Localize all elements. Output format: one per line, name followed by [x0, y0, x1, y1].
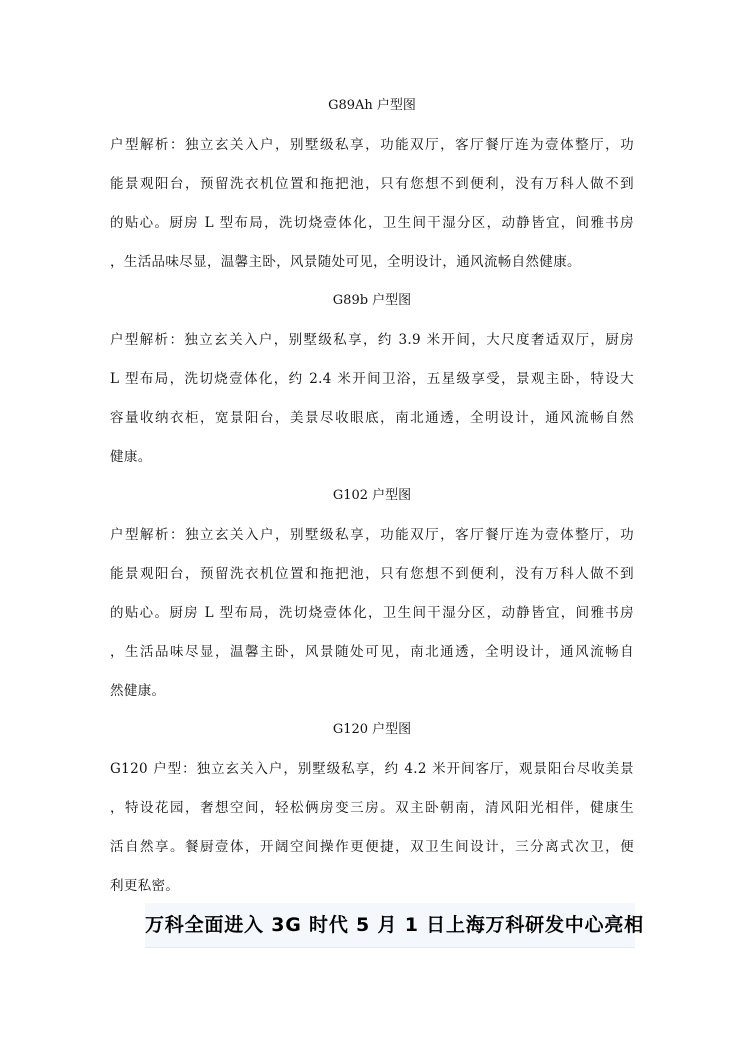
paragraph-line: G120 户型：独立玄关入户，别墅级私享，约 4.2 米开间客厅，观景阳台尽收美景	[110, 761, 634, 777]
paragraph-line: 户型解析：独立玄关入户，别墅级私享，约 3.9 米开间，大尺度奢适双厅，厨房	[110, 332, 634, 348]
paragraph-line: 容量收纳衣柜，宽景阳台，美景尽收眼底，南北通透，全明设计，通风流畅自然	[110, 410, 634, 426]
section-heading-g102: G102 户型图	[332, 488, 412, 503]
paragraph-line: 的贴心。厨房 L 型布局，洗切烧壹体化，卫生间干湿分区，动静皆宜，间雅书房	[110, 215, 634, 231]
paragraph-line: 活自然享。餐厨壹体，开阔空间操作更便捷，双卫生间设计，三分离式次卫，便	[110, 839, 634, 855]
paragraph-line: 的贴心。厨房 L 型布局，洗切烧壹体化，卫生间干湿分区，动静皆宜，间雅书房	[110, 605, 634, 621]
paragraph-line: 健康。	[110, 449, 152, 465]
section-heading-g89b: G89b 户型图	[332, 293, 412, 308]
paragraph-line: ，特设花园，奢想空间，轻松俩房变三房。双主卧朝南，清风阳光相伴，健康生	[110, 800, 634, 816]
paragraph-line: ，生活品味尽显，温馨主卧，风景随处可见，南北通透，全明设计，通风流畅自	[110, 644, 634, 660]
paragraph-line: ，生活品味尽显，温馨主卧，风景随处可见，全明设计，通风流畅自然健康。	[110, 254, 581, 270]
paragraph-line: 利更私密。	[110, 878, 180, 894]
paragraph-line: 然健康。	[110, 683, 166, 699]
section-heading-g120: G120 户型图	[332, 722, 412, 737]
paragraph-line: 户型解析：独立玄关入户，别墅级私享，功能双厅，客厅餐厅连为壹体整厅，功	[110, 527, 634, 543]
paragraph-line: 户型解析：独立玄关入户，别墅级私享，功能双厅，客厅餐厅连为壹体整厅，功	[110, 137, 634, 153]
headline-banner	[145, 903, 644, 948]
paragraph-line: 能景观阳台，预留洗衣机位置和拖把池，只有您想不到便利，没有万科人做不到	[110, 176, 634, 192]
headline-title: 万科全面进入 3G 时代 5 月 1 日上海万科研发中心亮相	[145, 914, 644, 936]
section-heading-g89ah: G89Ah 户型图	[328, 98, 416, 113]
paragraph-line: 能景观阳台，预留洗衣机位置和拖把池，只有您想不到便利，没有万科人做不到	[110, 566, 634, 582]
paragraph-line: L 型布局，洗切烧壹体化，约 2.4 米开间卫浴，五星级享受，景观主卧，特设大	[110, 371, 634, 387]
